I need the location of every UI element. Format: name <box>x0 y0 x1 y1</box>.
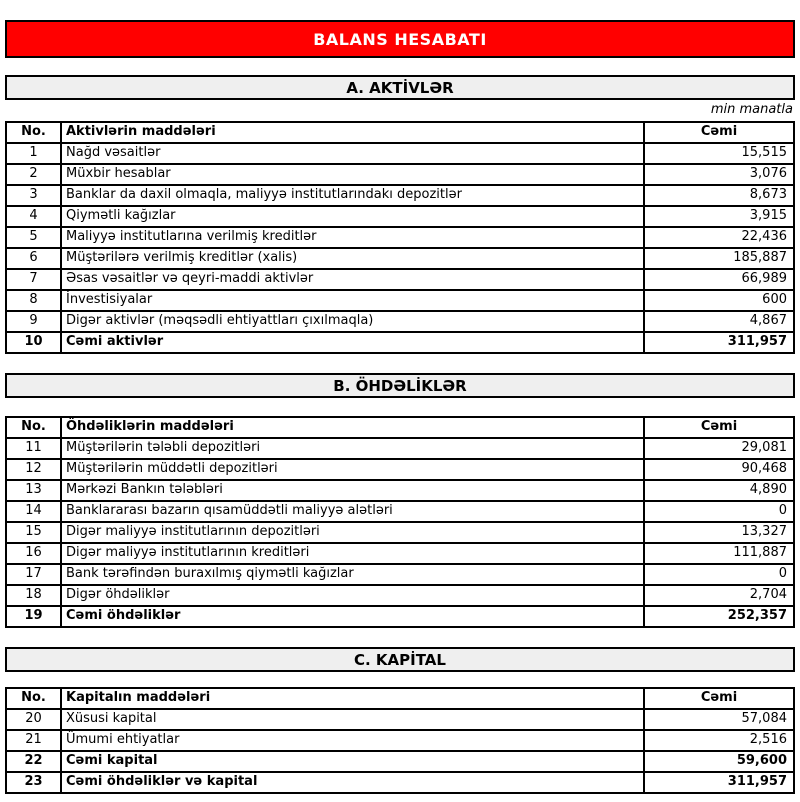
table-header-row <box>6 417 794 438</box>
table-row <box>6 311 794 332</box>
section-liabilities-heading: B. ÖHDƏLİKLƏR <box>5 373 795 398</box>
section-assets <box>5 75 795 354</box>
row-item-cell: Ümumi ehtiyatlar <box>61 730 644 751</box>
row-number-cell: 21 <box>6 730 61 751</box>
table-row <box>6 332 794 353</box>
row-total-cell: 90,468 <box>644 459 794 480</box>
row-total-cell: 3,915 <box>644 206 794 227</box>
row-total-cell: 185,887 <box>644 248 794 269</box>
row-number-cell: 17 <box>6 564 61 585</box>
table-row <box>6 730 794 751</box>
column-header-no: No. <box>6 417 61 438</box>
row-item-cell: Digər maliyyə institutlarının kreditləri <box>61 543 644 564</box>
row-item-cell: Maliyyə institutlarına verilmiş kreditlər <box>61 227 644 248</box>
row-item-cell: Cəmi öhdəliklər və kapital <box>61 772 644 793</box>
row-number-cell: 15 <box>6 522 61 543</box>
table-row <box>6 438 794 459</box>
row-total-cell: 4,867 <box>644 311 794 332</box>
row-total-cell: 2,516 <box>644 730 794 751</box>
row-item-cell: Digər aktivlər (məqsədli ehtiyattları çıxılmaqla) <box>61 311 644 332</box>
assets-table <box>5 121 795 354</box>
column-header-item: Kapitalın maddələri <box>61 688 644 709</box>
row-number-cell: 11 <box>6 438 61 459</box>
table-row <box>6 501 794 522</box>
row-total-cell: 0 <box>644 501 794 522</box>
row-number-cell: 4 <box>6 206 61 227</box>
table-row <box>6 206 794 227</box>
column-header-total: Cəmi <box>644 417 794 438</box>
table-row <box>6 164 794 185</box>
row-item-cell: Müştərilərin tələbli depozitləri <box>61 438 644 459</box>
row-total-cell: 15,515 <box>644 143 794 164</box>
column-header-no: No. <box>6 122 61 143</box>
table-row <box>6 543 794 564</box>
column-header-total: Cəmi <box>644 688 794 709</box>
row-total-cell: 0 <box>644 564 794 585</box>
row-number-cell: 6 <box>6 248 61 269</box>
row-number-cell: 9 <box>6 311 61 332</box>
row-total-cell: 311,957 <box>644 772 794 793</box>
row-item-cell: Digər maliyyə institutlarının depozitləri <box>61 522 644 543</box>
row-item-cell: Bank tərəfindən buraxılmış qiymətli kağızlar <box>61 564 644 585</box>
row-total-cell: 311,957 <box>644 332 794 353</box>
row-number-cell: 19 <box>6 606 61 627</box>
table-row <box>6 564 794 585</box>
report-title-banner <box>5 20 795 58</box>
table-row <box>6 751 794 772</box>
capital-table <box>5 687 795 794</box>
row-total-cell: 600 <box>644 290 794 311</box>
row-item-cell: Qiymətli kağızlar <box>61 206 644 227</box>
row-total-cell: 3,076 <box>644 164 794 185</box>
row-number-cell: 1 <box>6 143 61 164</box>
row-number-cell: 10 <box>6 332 61 353</box>
row-number-cell: 22 <box>6 751 61 772</box>
row-total-cell: 57,084 <box>644 709 794 730</box>
table-row <box>6 269 794 290</box>
row-item-cell: Müştərilərin müddətli depozitləri <box>61 459 644 480</box>
row-number-cell: 5 <box>6 227 61 248</box>
report-title: BALANS HESABATI <box>313 29 487 49</box>
row-number-cell: 18 <box>6 585 61 606</box>
row-total-cell: 22,436 <box>644 227 794 248</box>
row-total-cell: 59,600 <box>644 751 794 772</box>
table-row <box>6 709 794 730</box>
table-row <box>6 772 794 793</box>
table-row <box>6 459 794 480</box>
table-row <box>6 290 794 311</box>
row-item-cell: İnvestisiyalar <box>61 290 644 311</box>
row-number-cell: 3 <box>6 185 61 206</box>
table-row <box>6 585 794 606</box>
table-row <box>6 185 794 206</box>
row-total-cell: 29,081 <box>644 438 794 459</box>
row-number-cell: 2 <box>6 164 61 185</box>
row-total-cell: 252,357 <box>644 606 794 627</box>
row-total-cell: 4,890 <box>644 480 794 501</box>
row-item-cell: Cəmi aktivlər <box>61 332 644 353</box>
row-item-cell: Nağd vəsaitlər <box>61 143 644 164</box>
table-header-row <box>6 688 794 709</box>
table-header-row <box>6 122 794 143</box>
row-number-cell: 13 <box>6 480 61 501</box>
column-header-item: Aktivlərin maddələri <box>61 122 644 143</box>
table-row <box>6 522 794 543</box>
row-item-cell: Banklararası bazarın qısamüddətli maliyyə alətləri <box>61 501 644 522</box>
row-number-cell: 8 <box>6 290 61 311</box>
row-total-cell: 8,673 <box>644 185 794 206</box>
column-header-item: Öhdəliklərin maddələri <box>61 417 644 438</box>
row-item-cell: Digər öhdəliklər <box>61 585 644 606</box>
row-item-cell: Müştərilərə verilmiş kreditlər (xalis) <box>61 248 644 269</box>
section-capital-heading: C. KAPİTAL <box>5 647 795 672</box>
row-number-cell: 23 <box>6 772 61 793</box>
row-item-cell: Mərkəzi Bankın tələbləri <box>61 480 644 501</box>
row-total-cell: 2,704 <box>644 585 794 606</box>
row-number-cell: 14 <box>6 501 61 522</box>
row-item-cell: Əsas vəsaitlər və qeyri-maddi aktivlər <box>61 269 644 290</box>
row-item-cell: Müxbir hesablar <box>61 164 644 185</box>
section-assets-heading: A. AKTİVLƏR <box>5 75 795 100</box>
row-item-cell: Xüsusi kapital <box>61 709 644 730</box>
table-row <box>6 480 794 501</box>
row-total-cell: 66,989 <box>644 269 794 290</box>
row-item-cell: Cəmi kapital <box>61 751 644 772</box>
section-liabilities <box>5 373 795 628</box>
column-header-total: Cəmi <box>644 122 794 143</box>
liabilities-table <box>5 416 795 628</box>
table-row <box>6 248 794 269</box>
row-number-cell: 7 <box>6 269 61 290</box>
section-capital <box>5 647 795 794</box>
row-item-cell: Cəmi öhdəliklər <box>61 606 644 627</box>
table-row <box>6 606 794 627</box>
table-row <box>6 143 794 164</box>
row-number-cell: 12 <box>6 459 61 480</box>
column-header-no: No. <box>6 688 61 709</box>
row-total-cell: 13,327 <box>644 522 794 543</box>
table-row <box>6 227 794 248</box>
row-number-cell: 20 <box>6 709 61 730</box>
row-number-cell: 16 <box>6 543 61 564</box>
row-item-cell: Banklar da daxil olmaqla, maliyyə institutlarındakı depozitlər <box>61 185 644 206</box>
row-total-cell: 111,887 <box>644 543 794 564</box>
unit-note: min manatla <box>710 102 793 117</box>
